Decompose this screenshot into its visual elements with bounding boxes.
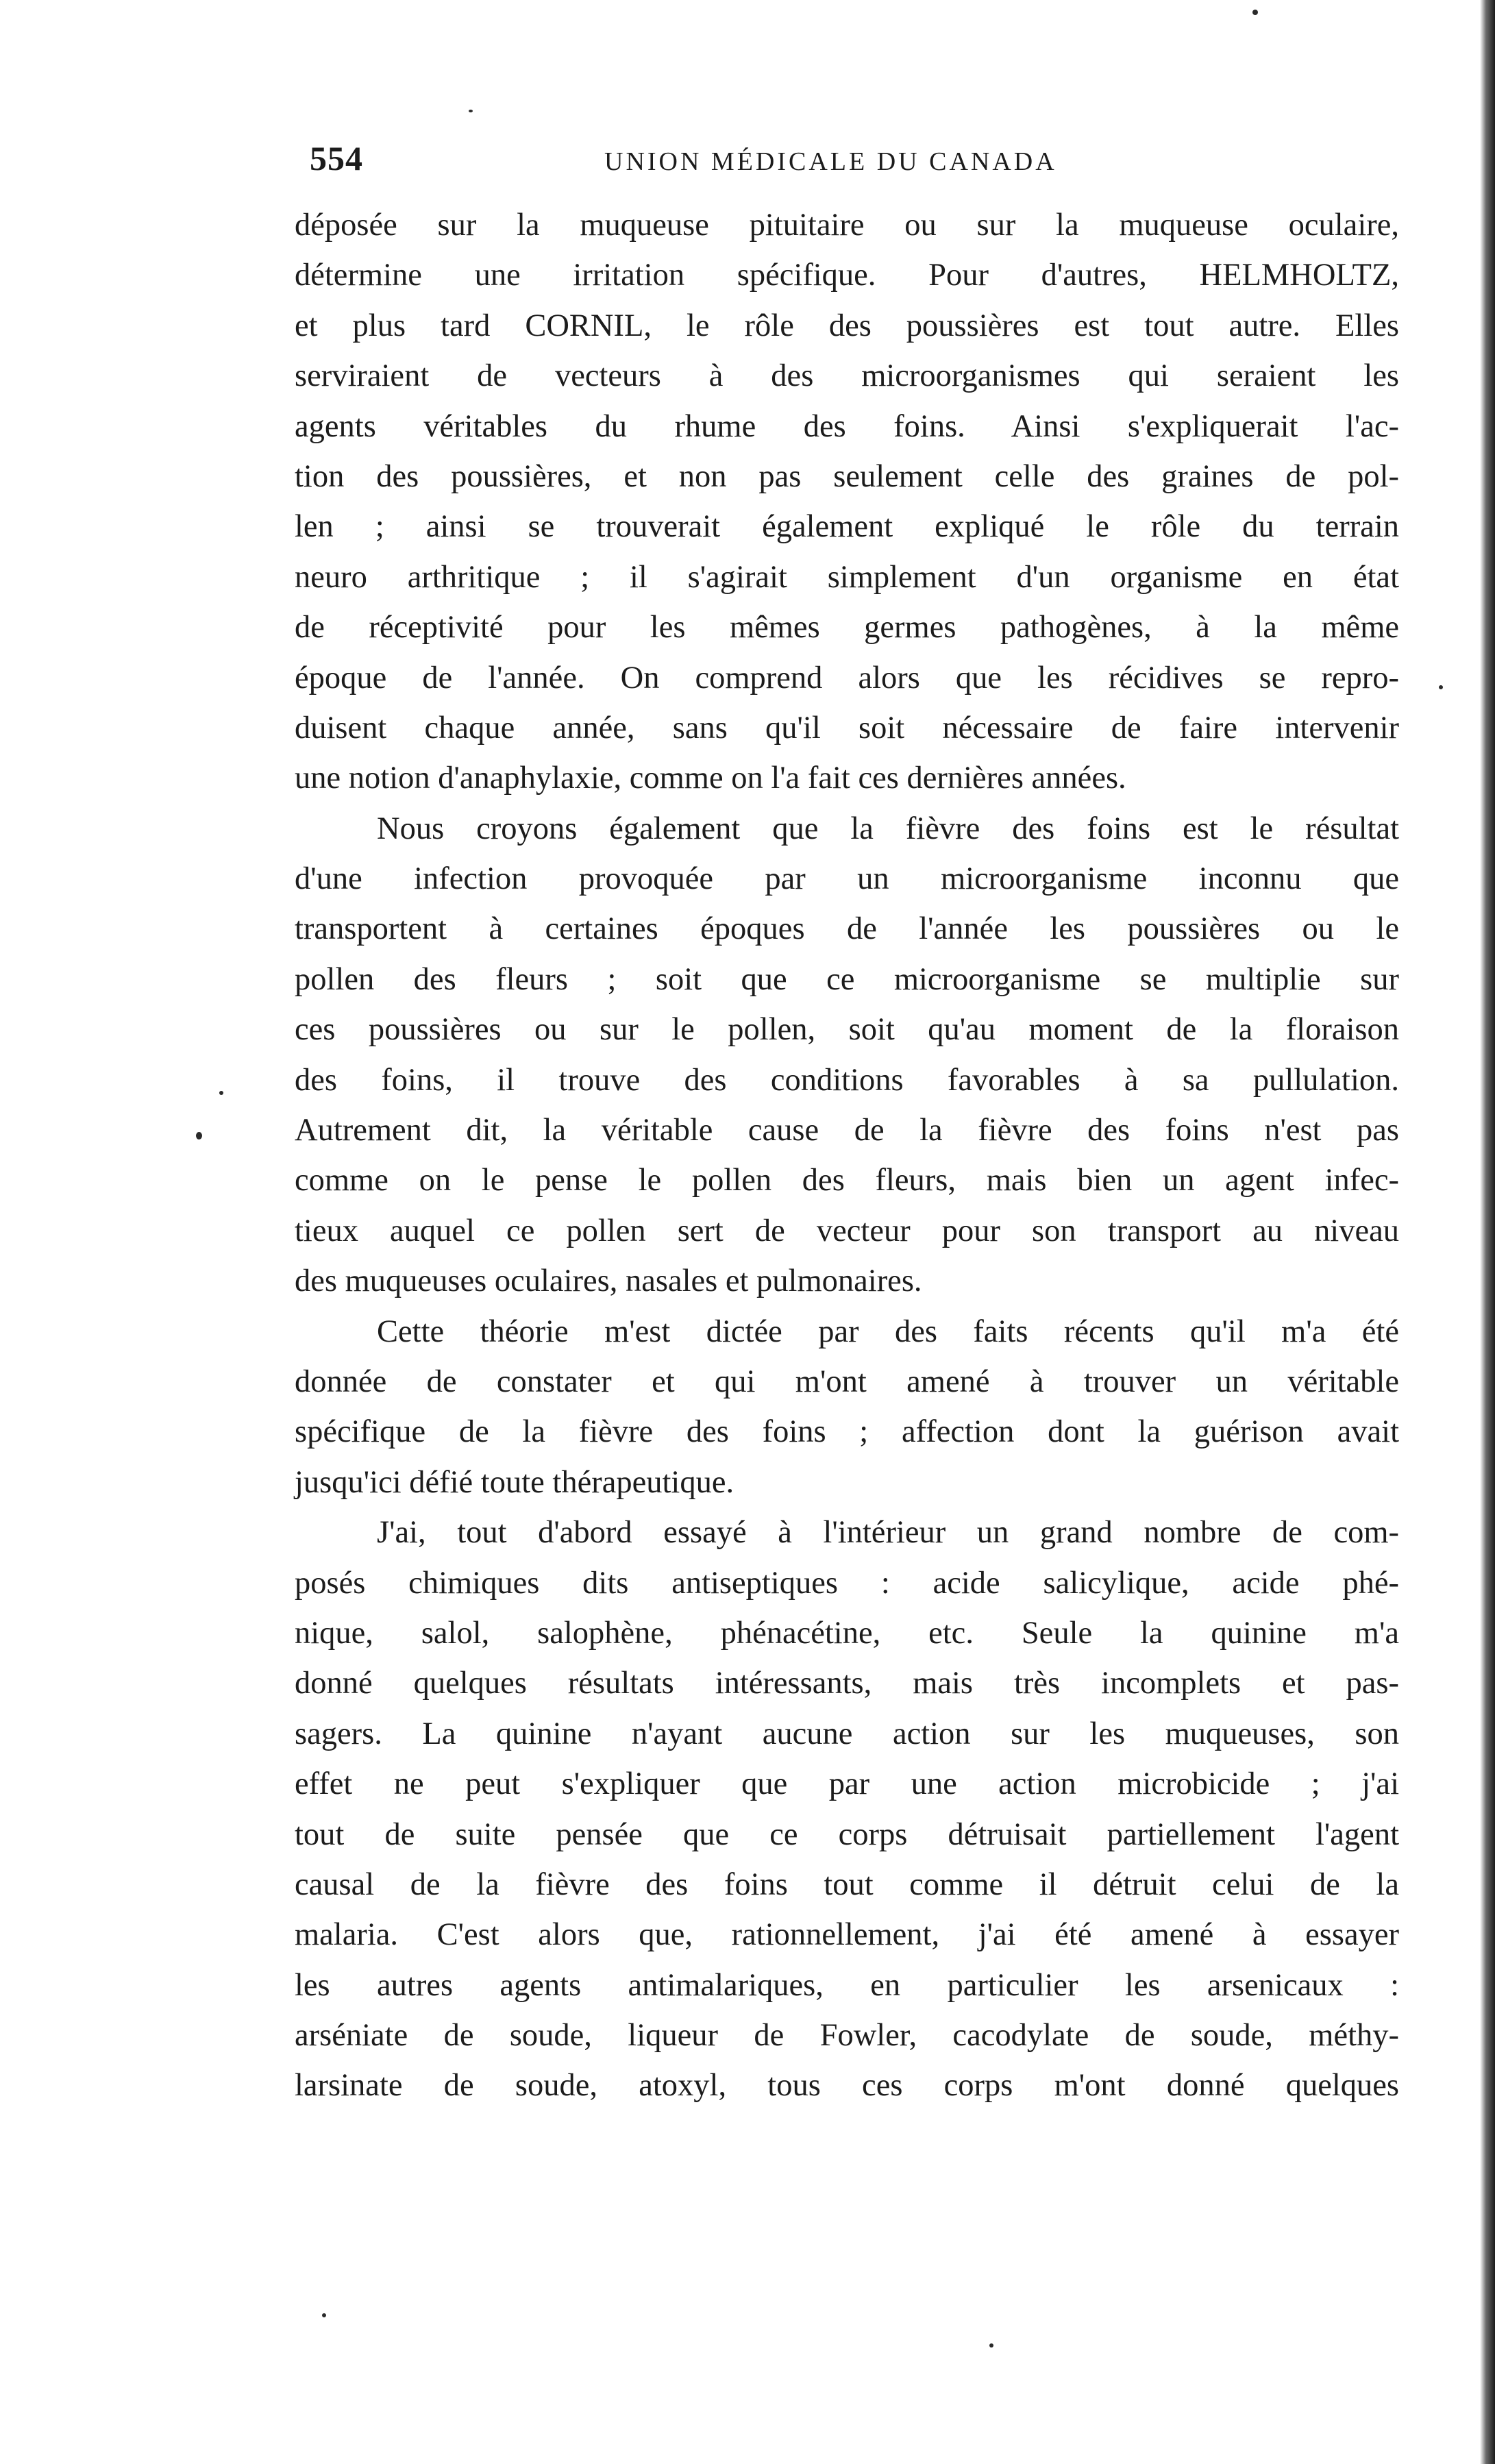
text-line: duisent chaque année, sans qu'il soit nécessaire de faire intervenir: [295, 710, 1399, 746]
text-line: des foins, il trouve des conditions favorables à sa pullulation.: [295, 1062, 1399, 1098]
text-line: transportent à certaines époques de l'année les poussières ou le: [295, 911, 1399, 947]
text-line: J'ai, tout d'abord essayé à l'intérieur un grand nombre de com-: [377, 1515, 1399, 1551]
scan-page-edge: [1480, 0, 1495, 2464]
scan-speck: [196, 1132, 202, 1139]
text-line: neuro arthritique ; il s'agirait simplement d'un organisme en état: [295, 559, 1399, 595]
text-line: nique, salol, salophène, phénacétine, etc. Seule la quinine m'a: [295, 1615, 1399, 1651]
text-line: jusqu'ici défié toute thérapeutique.: [295, 1464, 734, 1500]
text-line: malaria. C'est alors que, rationnellement, j'ai été amené à essayer: [295, 1917, 1399, 1953]
text-line: arséniate de soude, liqueur de Fowler, cacodylate de soude, méthy-: [295, 2018, 1399, 2054]
scan-speck: [469, 110, 473, 112]
text-line: déposée sur la muqueuse pituitaire ou sur la muqueuse oculaire,: [295, 208, 1399, 243]
text-line: effet ne peut s'expliquer que par une action microbicide ; j'ai: [295, 1766, 1399, 1802]
paragraph-2: [295, 804, 1399, 1307]
text-line: len ; ainsi se trouverait également expliqué le rôle du terrain: [295, 509, 1399, 545]
text-line: serviraient de vecteurs à des microorganismes qui seraient les: [295, 358, 1399, 394]
text-line: Nous croyons également que la fièvre des foins est le résultat: [377, 811, 1399, 846]
page-number: 554: [310, 139, 363, 177]
text-line: des muqueuses oculaires, nasales et pulmonaires.: [295, 1264, 922, 1299]
text-line: donné quelques résultats intéressants, mais très incomplets et pas-: [295, 1666, 1399, 1701]
text-line: d'une infection provoquée par un microorganisme inconnu que: [295, 861, 1399, 897]
text-line: détermine une irritation spécifique. Pour d'autres, HELMHOLTZ,: [295, 258, 1399, 293]
paragraph-1: [295, 200, 1399, 804]
scan-speck: [322, 2313, 326, 2317]
text-line: sagers. La quinine n'ayant aucune action sur les muqueuses, son: [295, 1716, 1399, 1751]
text-line: tout de suite pensée que ce corps détruisait partiellement l'agent: [295, 1816, 1399, 1852]
text-line: tieux auquel ce pollen sert de vecteur pour son transport au niveau: [295, 1213, 1399, 1248]
text-line: donnée de constater et qui m'ont amené à trouver un véritable: [295, 1364, 1399, 1399]
scan-speck: [1252, 10, 1258, 15]
text-line: larsinate de soude, atoxyl, tous ces corps m'ont donné quelques: [295, 2068, 1399, 2104]
text-line: pollen des fleurs ; soit que ce microorganisme se multiplie sur: [295, 961, 1399, 997]
paragraph-4: [295, 1507, 1399, 2111]
text-line: une notion d'anaphylaxie, comme on l'a fait ces dernières années.: [295, 761, 1126, 796]
text-line: agents véritables du rhume des foins. Ainsi s'expliquerait l'ac-: [295, 408, 1399, 444]
text-line: comme on le pense le pollen des fleurs, mais bien un agent infec-: [295, 1163, 1399, 1198]
text-line: époque de l'année. On comprend alors que les récidives se repro-: [295, 660, 1399, 695]
text-line: ces poussières ou sur le pollen, soit qu'au moment de la floraison: [295, 1012, 1399, 1048]
scan-speck: [989, 2343, 993, 2348]
text-line: les autres agents antimalariques, en particulier les arsenicaux :: [295, 1967, 1399, 2003]
text-line: posés chimiques dits antiseptiques : acide salicylique, acide phé-: [295, 1565, 1399, 1601]
body-text: [295, 200, 1399, 2111]
text-line: Cette théorie m'est dictée par des faits récents qu'il m'a été: [377, 1314, 1399, 1349]
running-head: UNION MÉDICALE DU CANADA: [604, 147, 1057, 176]
text-line: causal de la fièvre des foins tout comme il détruit celui de la: [295, 1867, 1399, 1902]
text-line: spécifique de la fièvre des foins ; affection dont la guérison avait: [295, 1414, 1399, 1450]
text-line: Autrement dit, la véritable cause de la fièvre des foins n'est pas: [295, 1113, 1399, 1148]
text-line: et plus tard CORNIL, le rôle des poussières est tout autre. Elles: [295, 308, 1399, 343]
paragraph-3: [295, 1307, 1399, 1508]
text-line: de réceptivité pour les mêmes germes pathogènes, à la même: [295, 610, 1399, 645]
scan-speck: [219, 1091, 223, 1095]
text-line: tion des poussières, et non pas seulement celle des graines de pol-: [295, 458, 1399, 494]
scan-speck: [1439, 685, 1443, 689]
page-header: [310, 132, 1406, 180]
